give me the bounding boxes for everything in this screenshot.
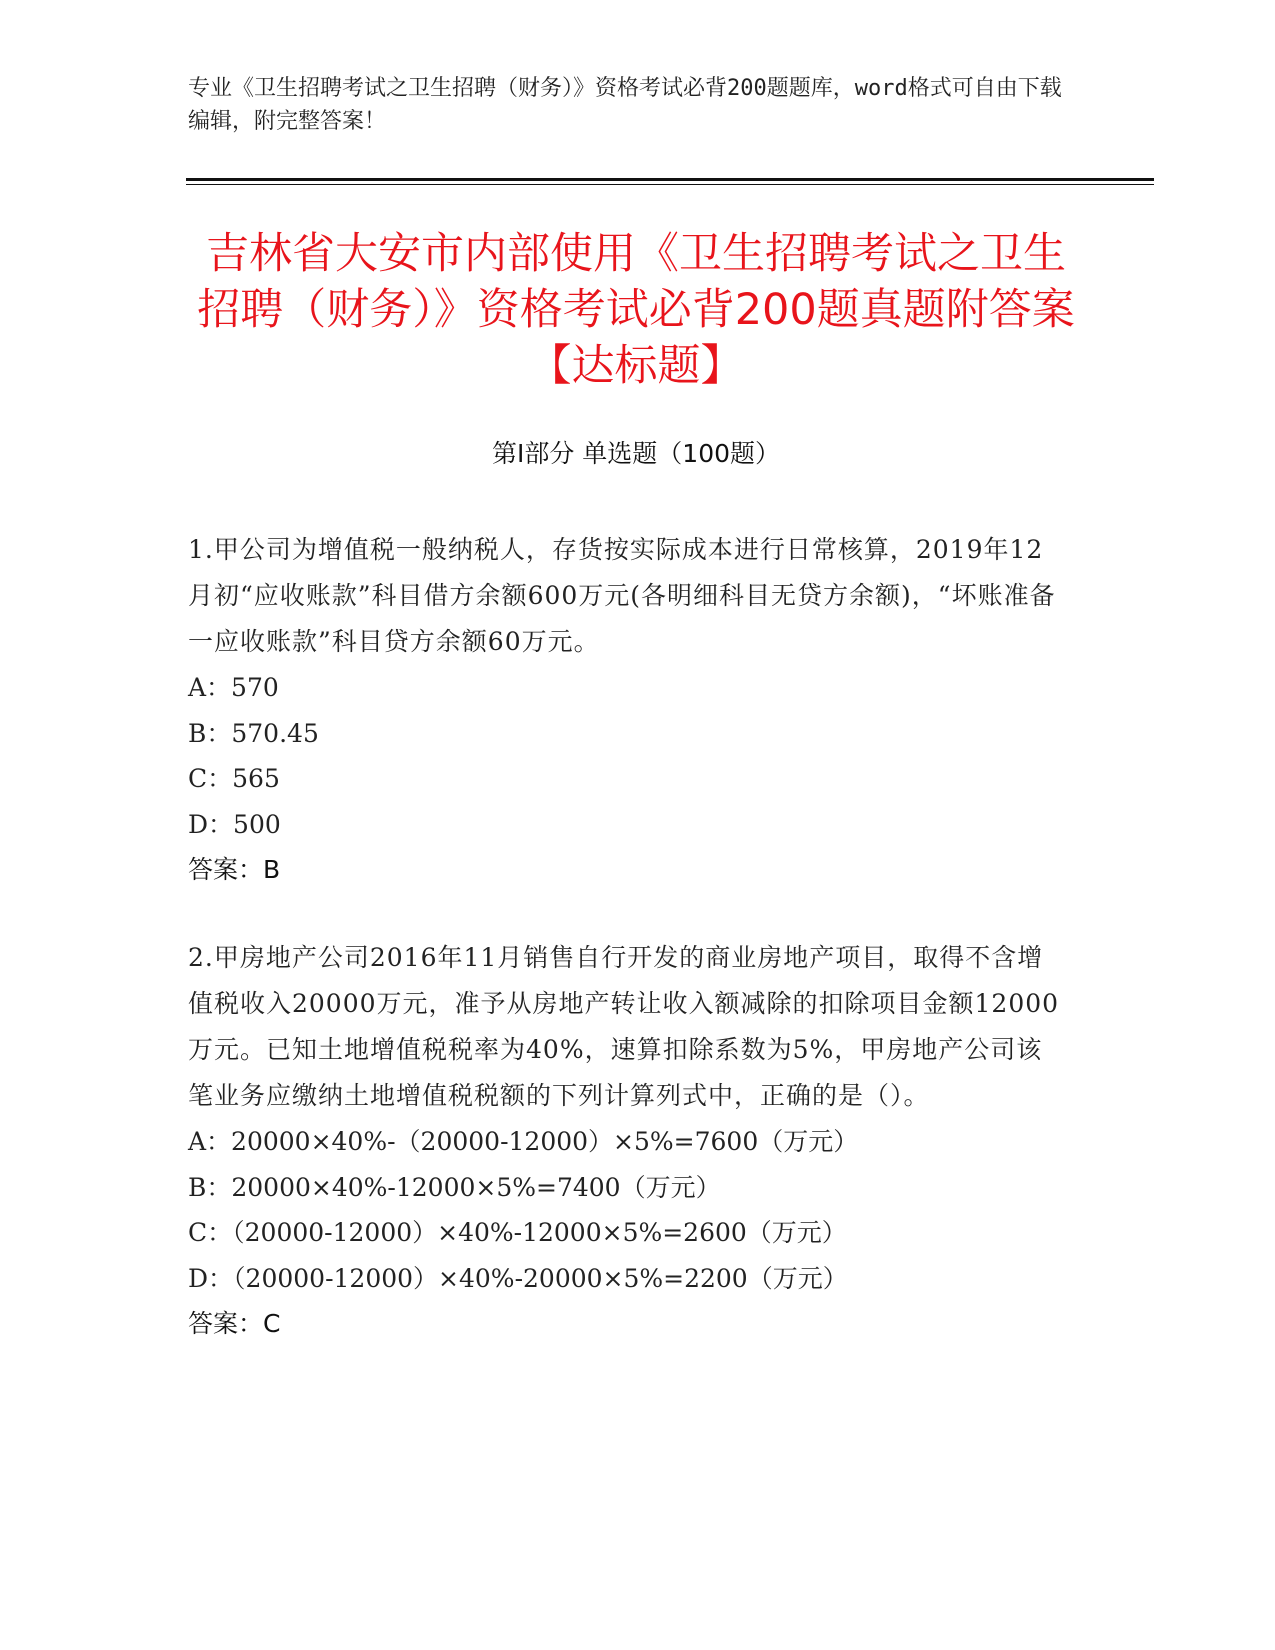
question-2 [188, 935, 1068, 1347]
option-c: C：（20000-12000）×40%-12000×5%=2600（万元） [188, 1218, 847, 1247]
document-title: 吉林省大安市内部使用《卫生招聘考试之卫生招聘（财务）》资格考试必背200题真题附答案【达标题】 [197, 229, 1075, 391]
option-a: A：570 [188, 673, 279, 702]
question-1 [188, 527, 1068, 893]
option-c: C：565 [188, 764, 280, 793]
option-d: D：（20000-12000）×40%-20000×5%=2200（万元） [188, 1263, 848, 1293]
option-a: A：20000×40%-（20000-12000）×5%=7600（万元） [188, 1127, 859, 1156]
section-heading: 第I部分 单选题（100题） [491, 439, 781, 468]
answer: 答案：B [188, 855, 281, 884]
answer: 答案：C [188, 1309, 281, 1338]
header-note: 专业《卫生招聘考试之卫生招聘（财务）》资格考试必背200题题库，word格式可自由下载编辑，附完整答案！ [188, 76, 1062, 134]
header-divider-thin [186, 184, 1154, 185]
option-b: B：570.45 [188, 718, 319, 748]
option-b: B：20000×40%-12000×5%=7400（万元） [188, 1172, 721, 1202]
question-stem: 1.甲公司为增值税一般纳税人，存货按实际成本进行日常核算，2019年12月初“应收账款”科目借方余额600万元(各明细科目无贷方余额)，“坏账准备一应收账款”科目贷方余额60万元。 [188, 535, 1056, 656]
question-stem: 2.甲房地产公司2016年11月销售自行开发的商业房地产项目，取得不含增值税收入20000万元，准予从房地产转让收入额减除的扣除项目金额12000万元。已知土地增值税税率为40%，速算扣除系数为5%，甲房地产公司该笔业务应缴纳土地增值税税额的下列计算列式中，正确的是（）。 [188, 943, 1060, 1110]
option-d: D：500 [188, 809, 281, 839]
header-divider-thick [186, 178, 1154, 181]
